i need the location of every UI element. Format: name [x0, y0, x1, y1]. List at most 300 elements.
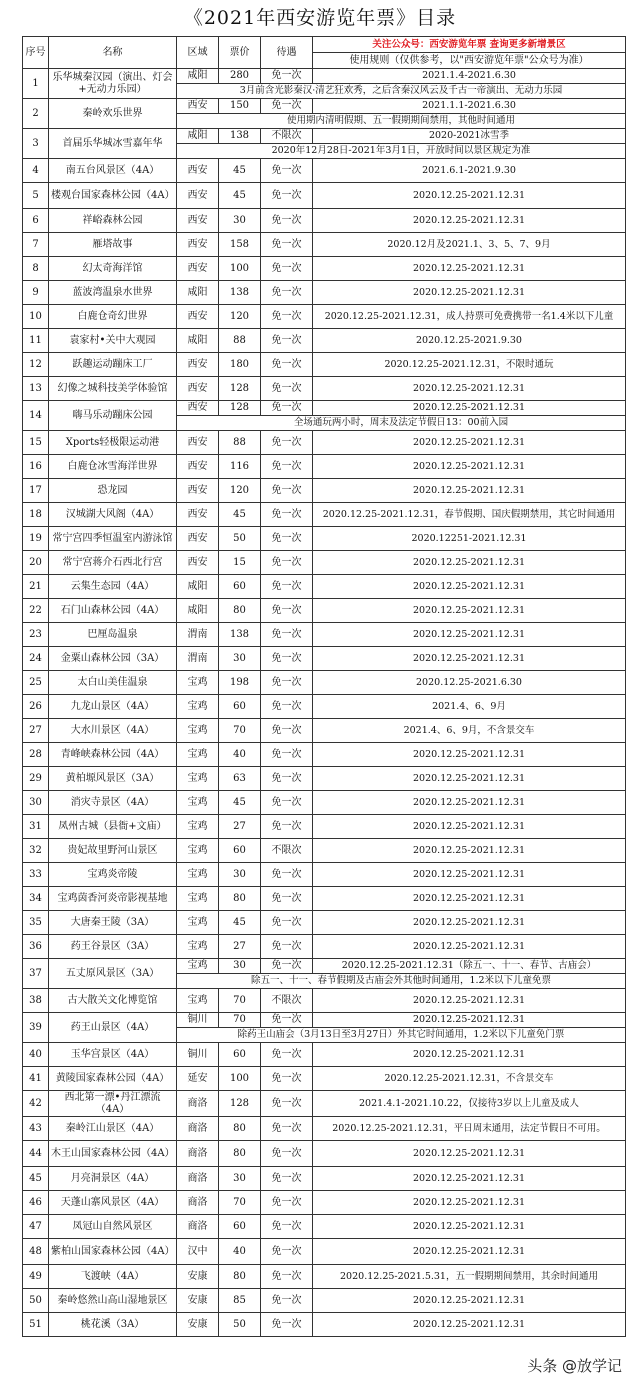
row-treatment: 免一次: [261, 1141, 313, 1167]
row-name: 秦岭江山景区（4A）: [49, 1117, 177, 1141]
row-price: 40: [219, 1239, 261, 1265]
row-price: 120: [219, 479, 261, 503]
row-no: 51: [23, 1313, 49, 1337]
row-note: 2020.12.25-2021.12.31: [313, 935, 626, 959]
row-name: 古大散关文化博览馆: [49, 989, 177, 1013]
row-treatment: 免一次: [261, 1313, 313, 1337]
row-name: 九龙山景区（4A）: [49, 695, 177, 719]
row-price: 100: [219, 257, 261, 281]
row-price: 70: [219, 1013, 261, 1028]
table-row: [23, 551, 626, 575]
row-note: 2020.12.25-2021.12.31: [313, 815, 626, 839]
row-region: 宝鸡: [177, 887, 219, 911]
row-region: 西安: [177, 257, 219, 281]
row-note: 2020.12.25-2021.12.31: [313, 1043, 626, 1067]
row-region: 西安: [177, 377, 219, 401]
table-row: [23, 767, 626, 791]
row-no: 28: [23, 743, 49, 767]
row-no: 39: [23, 1013, 49, 1043]
row-treatment: 免一次: [261, 935, 313, 959]
row-region: 汉中: [177, 1239, 219, 1265]
row-name: 月亮洞景区（4A）: [49, 1167, 177, 1191]
table-row: [23, 671, 626, 695]
row-extra-note: 除五一、十一、春节假期及古庙会外其他时间通用，1.2米以下儿童免票: [177, 974, 626, 989]
row-region: 铜川: [177, 1013, 219, 1028]
row-region: 西安: [177, 233, 219, 257]
row-price: 30: [219, 959, 261, 974]
row-treatment: 免一次: [261, 329, 313, 353]
row-treatment: 不限次: [261, 129, 313, 144]
row-price: 60: [219, 1043, 261, 1067]
row-note: 2020.12.25-2021.12.31: [313, 839, 626, 863]
row-no: 10: [23, 305, 49, 329]
row-treatment: 免一次: [261, 623, 313, 647]
row-name: 凤冠山自然风景区: [49, 1215, 177, 1239]
header-no: 序号: [23, 37, 49, 69]
row-no: 30: [23, 791, 49, 815]
row-note: 2020.12.25-2021.6.30: [313, 671, 626, 695]
row-price: 45: [219, 911, 261, 935]
row-region: 宝鸡: [177, 959, 219, 974]
row-price: 60: [219, 1215, 261, 1239]
row-price: 30: [219, 863, 261, 887]
table-row: [23, 815, 626, 839]
row-price: 27: [219, 815, 261, 839]
row-region: 商洛: [177, 1215, 219, 1239]
row-no: 38: [23, 989, 49, 1013]
row-treatment: 免一次: [261, 527, 313, 551]
row-note: 2020.12.25-2021.12.31（除五一、十一、春节、古庙会）: [313, 959, 626, 974]
row-no: 29: [23, 767, 49, 791]
row-treatment: 免一次: [261, 911, 313, 935]
row-note: 2021.1.4-2021.6.30: [313, 69, 626, 84]
row-price: 138: [219, 623, 261, 647]
table-body: [23, 69, 626, 1337]
row-treatment: 免一次: [261, 377, 313, 401]
row-region: 商洛: [177, 1167, 219, 1191]
page-title: 《2021年西安游览年票》目录: [183, 7, 457, 29]
row-region: 商洛: [177, 1091, 219, 1117]
table-row: [23, 743, 626, 767]
table-row: [23, 1167, 626, 1191]
row-note: 2020.12.25-2021.12.31: [313, 911, 626, 935]
row-region: 渭南: [177, 647, 219, 671]
row-treatment: 免一次: [261, 743, 313, 767]
row-no: 46: [23, 1191, 49, 1215]
row-name: 黄陵国家森林公园（4A）: [49, 1067, 177, 1091]
row-no: 45: [23, 1167, 49, 1191]
row-no: 37: [23, 959, 49, 989]
table-row: [23, 431, 626, 455]
row-no: 4: [23, 159, 49, 183]
row-note: 2020.12.25-2021.12.31: [313, 887, 626, 911]
row-note: 2020.12.25-2021.12.31: [313, 431, 626, 455]
row-no: 23: [23, 623, 49, 647]
row-region: 宝鸡: [177, 767, 219, 791]
table-row: [23, 1013, 626, 1028]
row-treatment: 免一次: [261, 479, 313, 503]
row-no: 17: [23, 479, 49, 503]
row-treatment: 免一次: [261, 99, 313, 114]
row-region: 宝鸡: [177, 935, 219, 959]
row-treatment: 免一次: [261, 233, 313, 257]
row-no: 49: [23, 1265, 49, 1289]
row-treatment: 免一次: [261, 1167, 313, 1191]
row-region: 西安: [177, 159, 219, 183]
row-region: 西安: [177, 479, 219, 503]
row-note: 2020.12.25-2021.12.31，成人持票可免费携带一名1.4米以下儿童: [313, 305, 626, 329]
row-name: 黄柏塬风景区（3A）: [49, 767, 177, 791]
row-price: 128: [219, 377, 261, 401]
row-price: 128: [219, 401, 261, 416]
row-no: 35: [23, 911, 49, 935]
row-price: 80: [219, 599, 261, 623]
row-price: 60: [219, 695, 261, 719]
header-notice: 关注公众号：西安游览年票 查询更多新增景区: [313, 37, 626, 53]
row-no: 33: [23, 863, 49, 887]
row-region: 宝鸡: [177, 863, 219, 887]
row-region: 宝鸡: [177, 743, 219, 767]
row-treatment: 免一次: [261, 1215, 313, 1239]
row-name: 嗨马乐动蹦床公园: [49, 401, 177, 431]
row-note: 2020.12.25-2021.12.31: [313, 1289, 626, 1313]
row-region: 渭南: [177, 623, 219, 647]
row-name: 常宁宫四季恒温室内游泳馆: [49, 527, 177, 551]
row-note: 2020.12.25-2021.12.31: [313, 743, 626, 767]
table-row: [23, 959, 626, 974]
row-price: 80: [219, 887, 261, 911]
row-name: 幻像之城科技美学体验馆: [49, 377, 177, 401]
table-row: [23, 401, 626, 416]
row-name: 太白山美佳温泉: [49, 671, 177, 695]
row-note: 2020.12.25-2021.12.31: [313, 1141, 626, 1167]
table-row: [23, 1289, 626, 1313]
row-name: 巴厘岛温泉: [49, 623, 177, 647]
row-treatment: 免一次: [261, 863, 313, 887]
table-row: [23, 623, 626, 647]
row-name: 祥峪森林公园: [49, 209, 177, 233]
row-treatment: 免一次: [261, 1091, 313, 1117]
row-region: 宝鸡: [177, 989, 219, 1013]
row-region: 咸阳: [177, 129, 219, 144]
row-price: 138: [219, 281, 261, 305]
row-region: 西安: [177, 455, 219, 479]
row-price: 80: [219, 1117, 261, 1141]
row-note: 2020.12.25-2021.12.31: [313, 401, 626, 416]
row-price: 45: [219, 791, 261, 815]
row-no: 6: [23, 209, 49, 233]
row-treatment: 不限次: [261, 839, 313, 863]
rules-note: 使用规则（仅供参考，以"西安游览年票"公众号为准）: [313, 53, 626, 69]
header-price: 票价: [219, 37, 261, 69]
row-note: 2020.12.25-2021.12.31: [313, 183, 626, 209]
row-no: 8: [23, 257, 49, 281]
row-price: 50: [219, 527, 261, 551]
row-note: 2020.12.25-2021.12.31: [313, 647, 626, 671]
row-price: 80: [219, 1265, 261, 1289]
row-note: 2020.12.25-2021.12.31: [313, 209, 626, 233]
row-treatment: 免一次: [261, 719, 313, 743]
row-region: 安康: [177, 1313, 219, 1337]
row-treatment: 免一次: [261, 69, 313, 84]
row-extra-note: 除药王山庙会（3月13日至3月27日）外其它时间通用，1.2米以下儿童免门票: [177, 1028, 626, 1043]
row-no: 12: [23, 353, 49, 377]
row-name: 宝鸡炎帝陵: [49, 863, 177, 887]
row-note: 2020.12.25-2021.12.31: [313, 575, 626, 599]
row-note: 2020.12.25-2021.12.31，不限时通玩: [313, 353, 626, 377]
row-name: 首届乐华城冰雪嘉年华: [49, 129, 177, 159]
row-name: 乐华城秦汉园（演出、灯会+无动力乐园）: [49, 69, 177, 99]
row-name: 恐龙园: [49, 479, 177, 503]
row-name: 药王山景区（4A）: [49, 1013, 177, 1043]
row-treatment: 免一次: [261, 431, 313, 455]
row-note: 2020.12.25-2021.12.31: [313, 791, 626, 815]
row-no: 13: [23, 377, 49, 401]
row-name: 白鹿仓冰雪海洋世界: [49, 455, 177, 479]
table-row: [23, 527, 626, 551]
header-treatment: 待遇: [261, 37, 313, 69]
row-treatment: 免一次: [261, 1191, 313, 1215]
row-note: 2021.4、6、9月: [313, 695, 626, 719]
table-row: [23, 1265, 626, 1289]
row-name: 跃趣运动蹦床工厂: [49, 353, 177, 377]
row-price: 100: [219, 1067, 261, 1091]
row-no: 1: [23, 69, 49, 99]
row-region: 西安: [177, 209, 219, 233]
row-treatment: 免一次: [261, 575, 313, 599]
table-row: [23, 503, 626, 527]
row-treatment: 免一次: [261, 455, 313, 479]
row-price: 45: [219, 183, 261, 209]
header-region: 区域: [177, 37, 219, 69]
row-no: 48: [23, 1239, 49, 1265]
row-price: 40: [219, 743, 261, 767]
row-name: 凤州古城（县衙+文庙）: [49, 815, 177, 839]
table-row: [23, 719, 626, 743]
row-note: 2020.12.25-2021.12.31: [313, 623, 626, 647]
row-region: 西安: [177, 353, 219, 377]
row-note: 2020.12.25-2021.12.31: [313, 455, 626, 479]
row-no: 21: [23, 575, 49, 599]
table-row: [23, 911, 626, 935]
row-region: 宝鸡: [177, 719, 219, 743]
table-row: [23, 863, 626, 887]
row-treatment: 免一次: [261, 1239, 313, 1265]
row-note: 2020.12.25-2021.12.31: [313, 863, 626, 887]
row-treatment: 免一次: [261, 401, 313, 416]
row-name: 云集生态园（4A）: [49, 575, 177, 599]
row-no: 11: [23, 329, 49, 353]
table-row: [23, 233, 626, 257]
row-name: 秦岭欢乐世界: [49, 99, 177, 129]
row-treatment: 免一次: [261, 959, 313, 974]
table-row: [23, 1043, 626, 1067]
table-row: [23, 455, 626, 479]
row-note: 2020.12.25-2021.12.31: [313, 377, 626, 401]
row-name: 青峰峡森林公园（4A）: [49, 743, 177, 767]
row-no: 22: [23, 599, 49, 623]
row-name: 石门山森林公园（4A）: [49, 599, 177, 623]
row-region: 宝鸡: [177, 671, 219, 695]
row-treatment: 免一次: [261, 209, 313, 233]
row-treatment: 免一次: [261, 353, 313, 377]
table-row: [23, 377, 626, 401]
row-treatment: 免一次: [261, 887, 313, 911]
row-price: 80: [219, 1141, 261, 1167]
row-region: 咸阳: [177, 69, 219, 84]
table-row: [23, 791, 626, 815]
table-row: [23, 1091, 626, 1117]
row-note: 2020.12251-2021.12.31: [313, 527, 626, 551]
row-region: 商洛: [177, 1141, 219, 1167]
row-region: 安康: [177, 1265, 219, 1289]
watermark: 头条 @放学记: [523, 1354, 626, 1377]
row-price: 128: [219, 1091, 261, 1117]
row-region: 西安: [177, 305, 219, 329]
row-region: 延安: [177, 1067, 219, 1091]
row-price: 88: [219, 431, 261, 455]
row-price: 63: [219, 767, 261, 791]
row-treatment: 免一次: [261, 551, 313, 575]
row-no: 36: [23, 935, 49, 959]
row-treatment: 免一次: [261, 1043, 313, 1067]
row-note: 2020.12.25-2021.12.31: [313, 1215, 626, 1239]
row-name: 秦岭悠然山高山湿地景区: [49, 1289, 177, 1313]
table-row: [23, 1067, 626, 1091]
row-no: 20: [23, 551, 49, 575]
row-no: 16: [23, 455, 49, 479]
row-price: 45: [219, 503, 261, 527]
row-name: 楼观台国家森林公园（4A）: [49, 183, 177, 209]
row-note: 2020.12月及2021.1、3、5、7、9月: [313, 233, 626, 257]
row-treatment: 不限次: [261, 989, 313, 1013]
row-treatment: 免一次: [261, 791, 313, 815]
row-name: 常宁宫蒋介石西北行宫: [49, 551, 177, 575]
row-name: 贵妃故里野河山景区: [49, 839, 177, 863]
row-name: 雁塔故事: [49, 233, 177, 257]
row-note: 2020.12.25-2021.9.30: [313, 329, 626, 353]
row-note: 2020.12.25-2021.5.31，五一假期期间禁用，其余时间通用: [313, 1265, 626, 1289]
row-note: 2020.12.25-2021.12.31: [313, 551, 626, 575]
table-row: [23, 1239, 626, 1265]
row-region: 西安: [177, 99, 219, 114]
row-price: 138: [219, 129, 261, 144]
row-price: 158: [219, 233, 261, 257]
row-name: 桃花溪（3A）: [49, 1313, 177, 1337]
row-no: 9: [23, 281, 49, 305]
row-no: 5: [23, 183, 49, 209]
table-row: [23, 329, 626, 353]
row-treatment: 免一次: [261, 183, 313, 209]
row-note: 2020.12.25-2021.12.31: [313, 1239, 626, 1265]
table-row: [23, 1191, 626, 1215]
table-row: [23, 209, 626, 233]
row-treatment: 免一次: [261, 599, 313, 623]
table-row: [23, 1117, 626, 1141]
row-price: 180: [219, 353, 261, 377]
row-price: 70: [219, 719, 261, 743]
row-region: 宝鸡: [177, 815, 219, 839]
row-price: 198: [219, 671, 261, 695]
row-treatment: 免一次: [261, 647, 313, 671]
row-price: 50: [219, 1313, 261, 1337]
row-region: 商洛: [177, 1191, 219, 1215]
row-name: 宝鸡茵香河炎帝影视基地: [49, 887, 177, 911]
row-name: 木王山国家森林公园（4A）: [49, 1141, 177, 1167]
row-extra-note: 3月前含光影秦汉·清艺狂欢秀，之后含秦汉风云及千古一帝演出、无动力乐园: [177, 84, 626, 99]
row-note: 2020.12.25-2021.12.31: [313, 1313, 626, 1337]
row-no: 15: [23, 431, 49, 455]
row-note: 2020.12.25-2021.12.31: [313, 1191, 626, 1215]
row-region: 宝鸡: [177, 695, 219, 719]
row-note: 2020.12.25-2021.12.31: [313, 257, 626, 281]
table-row: [23, 839, 626, 863]
row-name: 南五台风景区（4A）: [49, 159, 177, 183]
row-note: 2021.4、6、9月，不含景交车: [313, 719, 626, 743]
row-treatment: 免一次: [261, 257, 313, 281]
row-price: 116: [219, 455, 261, 479]
row-region: 咸阳: [177, 575, 219, 599]
table-row: [23, 887, 626, 911]
row-note: 2020.12.25-2021.12.31: [313, 767, 626, 791]
table-row: [23, 305, 626, 329]
row-no: 14: [23, 401, 49, 431]
row-extra-note: 全场通玩两小时，周末及法定节假日13：00前入园: [177, 416, 626, 431]
row-region: 宝鸡: [177, 911, 219, 935]
row-region: 咸阳: [177, 329, 219, 353]
row-name: 天蓬山寨风景区（4A）: [49, 1191, 177, 1215]
row-price: 120: [219, 305, 261, 329]
row-extra-note: 使用期内清明假期、五一假期期间禁用，其他时间通用: [177, 114, 626, 129]
row-price: 45: [219, 159, 261, 183]
row-no: 44: [23, 1141, 49, 1167]
row-name: 金粟山森林公园（3A）: [49, 647, 177, 671]
table-row: [23, 129, 626, 144]
table-row: [23, 281, 626, 305]
row-note: 2020.12.25-2021.12.31: [313, 989, 626, 1013]
table-header-row: [23, 37, 626, 53]
row-treatment: 免一次: [261, 281, 313, 305]
row-treatment: 免一次: [261, 1067, 313, 1091]
table-row: [23, 479, 626, 503]
row-region: 宝鸡: [177, 839, 219, 863]
row-note: 2020.12.25-2021.12.31，平日周末通用，法定节假日不可用。: [313, 1117, 626, 1141]
table-row: [23, 599, 626, 623]
row-no: 26: [23, 695, 49, 719]
row-name: 汉城湖大风阁（4A）: [49, 503, 177, 527]
row-note: 2020.12.25-2021.12.31: [313, 281, 626, 305]
row-no: 25: [23, 671, 49, 695]
ticket-table: [22, 36, 626, 1337]
row-region: 咸阳: [177, 281, 219, 305]
row-note: 2021.6.1-2021.9.30: [313, 159, 626, 183]
row-treatment: 免一次: [261, 503, 313, 527]
row-name: 白鹿仓奇幻世界: [49, 305, 177, 329]
row-price: 30: [219, 209, 261, 233]
table-row: [23, 935, 626, 959]
row-region: 西安: [177, 551, 219, 575]
table-row: [23, 99, 626, 114]
row-name: 大水川景区（4A）: [49, 719, 177, 743]
table-row: [23, 69, 626, 84]
table-row: [23, 1313, 626, 1337]
row-name: 紫柏山国家森林公园（4A）: [49, 1239, 177, 1265]
row-region: 西安: [177, 527, 219, 551]
row-no: 18: [23, 503, 49, 527]
table-row: [23, 647, 626, 671]
row-note: 2020.12.25-2021.12.31，春节假期、国庆假期禁用，其它时间通用: [313, 503, 626, 527]
row-name: 飞渡峡（4A）: [49, 1265, 177, 1289]
